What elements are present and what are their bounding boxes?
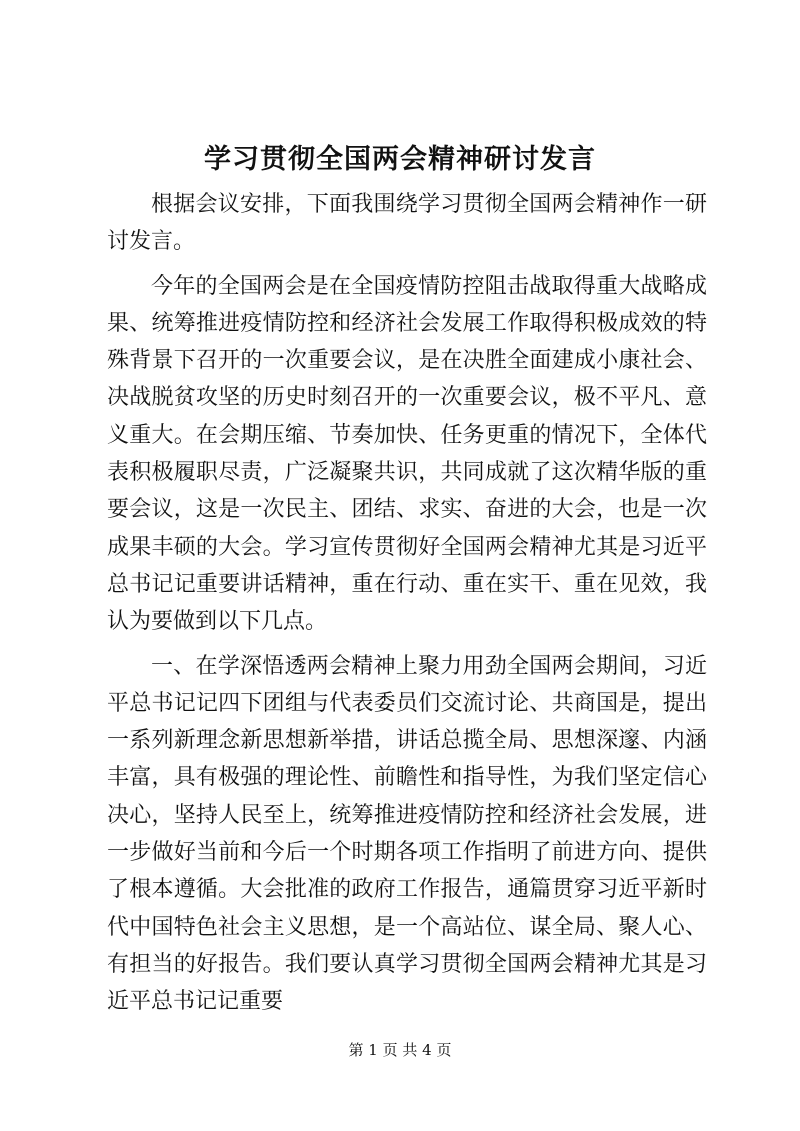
paragraph-background: 今年的全国两会是在全国疫情防控阻击战取得重大战略成果、统筹推进疫情防控和经济社会发展工作取得积极成效的特殊背景下召开的一次重要会议，是在决胜全面建成小康社会、决战脱贫攻坚的历史时刻召开的一次重要会议，极不平凡、意义重大。在会期压缩、节奏加快、任务更重的情况下，全体代表积极履职尽责，广泛凝聚共识，共同成就了这次精华版的重要会议，这是一次民主、团结、求实、奋进的大会，也是一次成果丰硕的大会。学习宣传贯彻好全国两会精神尤其是习近平总书记记重要讲话精神，重在行动、重在实干、重在见效，我认为要做到以下几点。 bbox=[107, 273, 707, 635]
paragraph-point-one: 一、在学深悟透两会精神上聚力用劲全国两会期间，习近平总书记记四下团组与代表委员们交流讨论、共商国是，提出一系列新理念新思想新举措，讲话总揽全局、思想深邃、内涵丰富，具有极强的理论性、前瞻性和指导性，为我们坚定信心决心，坚持人民至上，统筹推进疫情防控和经济社会发展，进一步做好当前和今后一个时期各项工作指明了前进方向、提供了根本遵循。大会批准的政府工作报告，通篇贯穿习近平新时代中国特色社会主义思想，是一个高站位、谋全局、聚人心、有担当的好报告。我们要认真学习贯彻全国两会精神尤其是习近平总书记记重要 bbox=[107, 653, 707, 1015]
paragraph-intro: 根据会议安排，下面我围绕学习贯彻全国两会精神作一研讨发言。 bbox=[107, 192, 707, 255]
page-number-footer: 第 1 页 共 4 页 bbox=[348, 1041, 452, 1059]
document-title: 学习贯彻全国两会精神研讨发言 bbox=[204, 144, 596, 175]
document-body bbox=[107, 186, 707, 1021]
